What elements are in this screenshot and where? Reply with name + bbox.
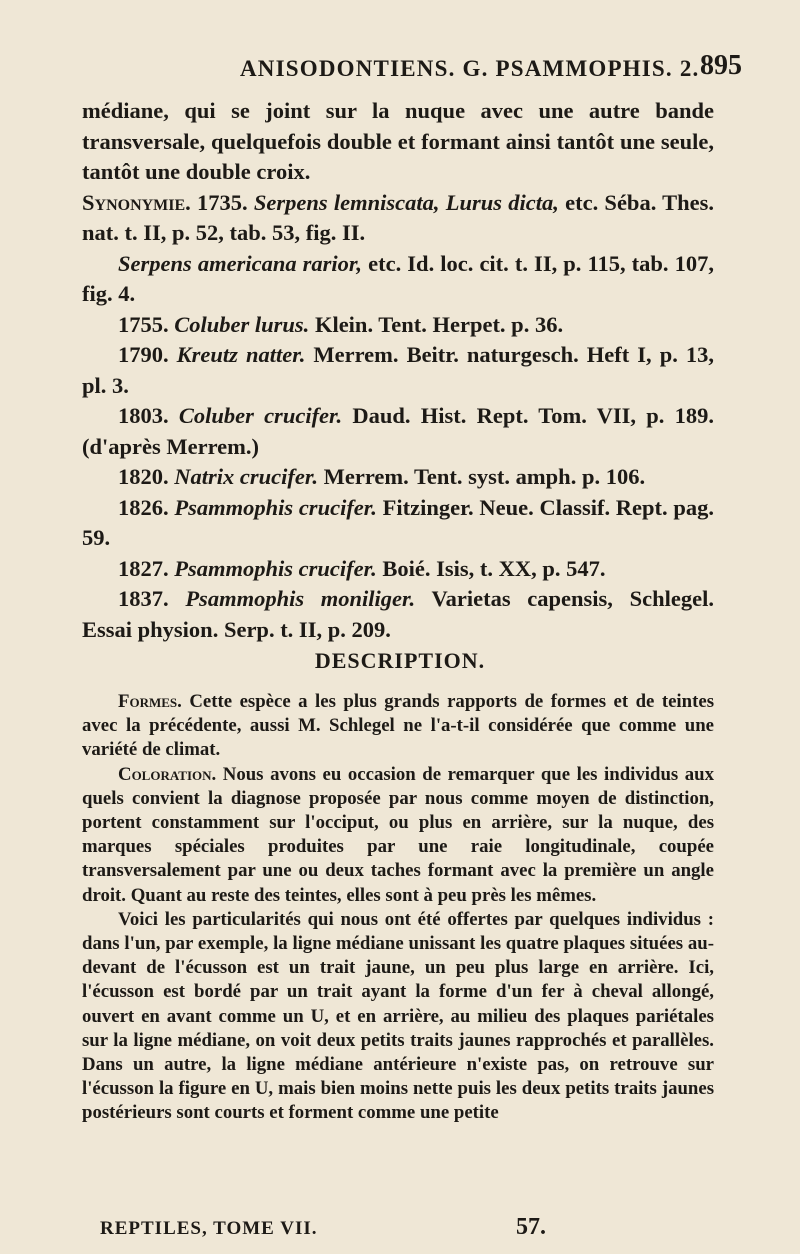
entry-year: 1837. <box>118 586 169 611</box>
entry-ref: etc. Séba. Thes. nat. t. II, p. 52, tab. 53, fig. II. <box>82 189 715 245</box>
coloration-paragraph <box>82 763 714 908</box>
entry-name: Natrix crucifer. <box>174 464 318 489</box>
entry-year: 1790. <box>118 342 169 367</box>
entry-ref: Fitzinger. Neue. Classif. Rept. pag. 59. <box>82 494 715 550</box>
entry-name: Coluber lurus. <box>174 311 310 337</box>
formes-text: Cette espèce a les plus grands rapports de formes et de teintes avec la précédente, aussi M. Schlegel ne l'a-t-il considérée que comme une variété de climat. <box>82 691 714 761</box>
entry-ref: Daud. Hist. Rept. Tom. VII, p. 189. (d'après Merrem.) <box>82 403 714 459</box>
entry-ref: Merrem. Beitr. naturgesch. Heft I, p. 13, pl. 3. <box>82 342 714 398</box>
entry-ref: Varietas capensis, Schlegel. Essai physion. Serp. t. II, p. 209. <box>82 586 714 642</box>
page-footer <box>82 1214 714 1248</box>
intro-paragraph: médiane, qui se joint sur la nuque avec une autre bande transversale, quelquefois double et formant ainsi tantôt une seule, tantôt une double croix. <box>82 98 714 184</box>
synonymy-entry <box>82 340 714 401</box>
entry-name: Coluber crucifer. <box>178 403 343 428</box>
entry-ref: etc. Id. loc. cit. t. II, p. 115, tab. 107, fig. 4. <box>82 250 714 306</box>
synonymy-entry <box>82 249 714 310</box>
signature-mark: REPTILES, TOME VII. <box>100 1218 318 1239</box>
entry-year: 1735. <box>197 189 248 215</box>
description-text <box>82 690 714 1126</box>
formes-paragraph <box>82 690 714 763</box>
coloration-text: Nous avons eu occasion de remarquer que les individus aux quels convient la diagnose proposée par nous comme moyen de distinction, portent constamment sur l'occiput, ou plus en arrière, sur la nuque, des marques spéciales produites par une raie longitudinale, coupée transversalement par une ou deux taches formant avec la première un angle droit. Quant au reste des teintes, elles sont à peu près les mêmes. <box>82 763 714 906</box>
entry-year: 1827. <box>118 555 169 581</box>
entry-year: 1826. <box>118 494 169 520</box>
entry-name: Serpens americana rarior, <box>118 250 363 276</box>
formes-label: Formes. <box>118 691 182 712</box>
entry-name: Psammophis crucifer. <box>174 555 377 581</box>
entry-year: 1803. <box>118 403 169 428</box>
synonymy-entry <box>82 554 714 585</box>
coloration-paragraph-2: Voici les particularités qui nous ont été offertes par quelques individus : dans l'un, par exemple, la ligne médiane unissant les quatre plaques situées au-devant de l'écusson est un trait jaune, un peu plus large en arrière. Ici, l'écusson est bordé par un trait ayant la forme d'un fer à cheval allongé, ouvert en avant comme un U, et en arrière, au milieu des plaques pariétales sur la ligne médiane, on voit deux petits traits jaunes rapprochés et parallèles. Dans un autre, la ligne médiane antérieure n'existe pas, on retrouve sur l'écusson la figure en U, mais bien moins nette puis les deux petits traits jaunes postérieurs sont courts et forment comme une petite <box>82 908 714 1124</box>
synonymy-entry <box>82 310 714 341</box>
page-header <box>0 50 800 96</box>
page-number: 895 <box>700 50 742 81</box>
synonymy-label: Synonymie. <box>82 189 191 215</box>
entry-name: Psammophis crucifer. <box>174 494 377 520</box>
entry-ref: Merrem. Tent. syst. amph. p. 106. <box>323 464 646 489</box>
signature-number: 57. <box>516 1214 546 1240</box>
section-heading: DESCRIPTION. <box>314 648 486 673</box>
entry-ref: Klein. Tent. Herpet. p. 36. <box>314 311 564 337</box>
entry-name: Psammophis moniliger. <box>185 586 416 611</box>
running-head: ANISODONTIENS. G. PSAMMOPHIS. 2. <box>240 56 700 81</box>
coloration-label: Coloration. <box>118 763 217 785</box>
synonymy-entry <box>82 462 714 493</box>
entry-year: 1820. <box>118 464 169 489</box>
entry-year: 1755. <box>118 311 169 337</box>
entry-name: Kreutz natter. <box>176 342 306 367</box>
entry-name: Serpens lemniscata, Lurus dicta, <box>253 189 559 215</box>
entry-ref: Boié. Isis, t. XX, p. 547. <box>382 555 606 581</box>
synonymy-entry <box>82 493 714 554</box>
synonymy-entry <box>82 584 714 645</box>
synonymy-entry <box>82 188 714 249</box>
main-text <box>82 96 714 645</box>
synonymy-entry <box>82 401 714 462</box>
